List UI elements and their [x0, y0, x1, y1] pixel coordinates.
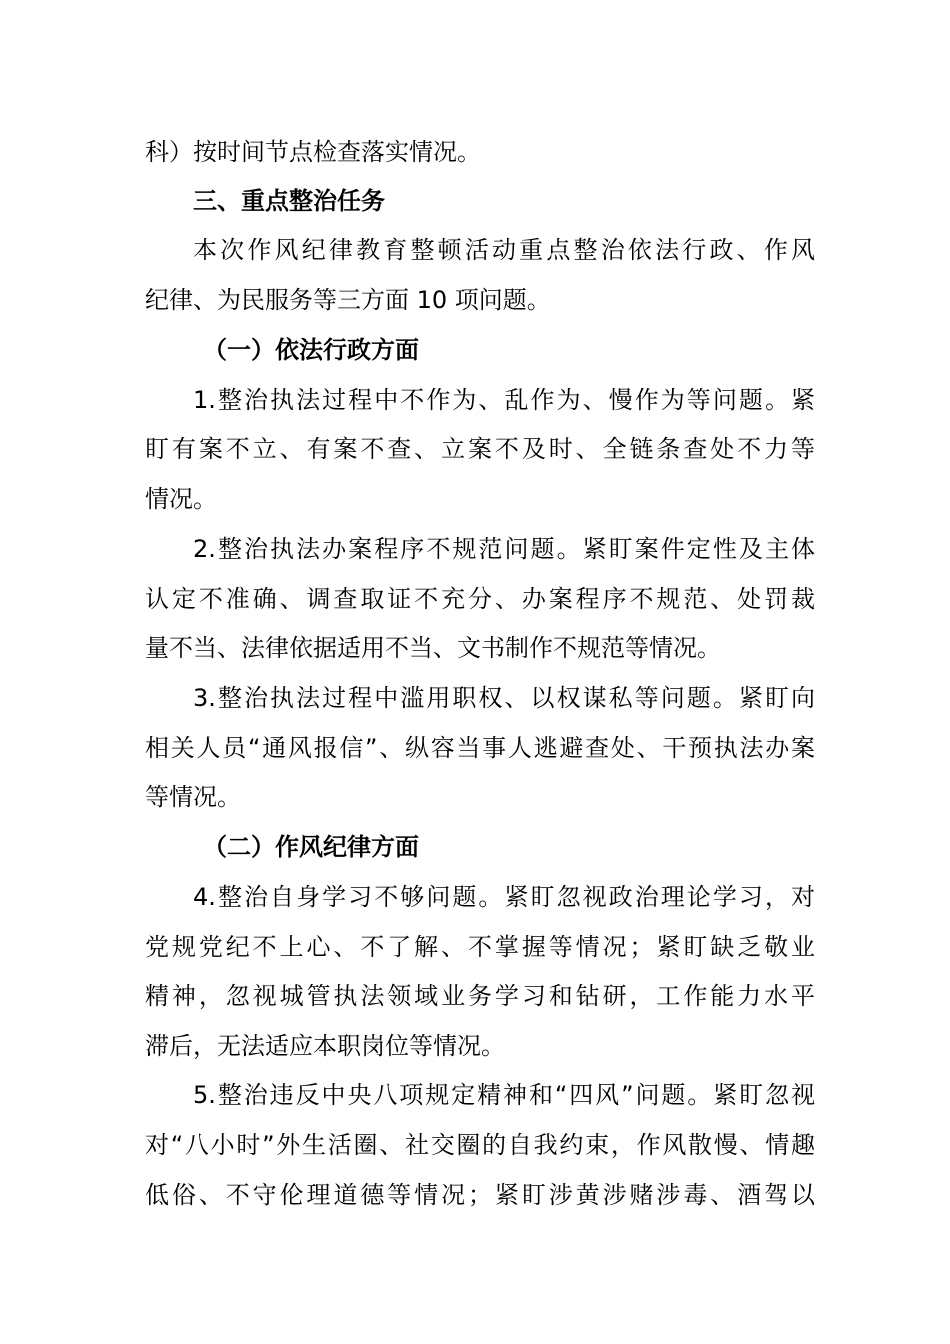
text-line-9: 2.整治执法办案程序不规范问题。紧盯案件定性及主体: [193, 535, 815, 563]
text-line-16: 4.整治自身学习不够问题。紧盯忽视政治理论学习，对: [193, 883, 815, 911]
subsection-heading-1: （一）依法行政方面: [203, 336, 419, 364]
text-line-20: 5.整治违反中央八项规定精神和“四风”问题。紧盯忽视: [193, 1081, 815, 1109]
text-line-13: 相关人员“通风报信”、纵容当事人逃避查处、干预执法办案: [145, 734, 815, 762]
text-line-4: 纪律、为民服务等三方面 10 项问题。: [145, 286, 551, 314]
text-line-12: 3.整治执法过程中滥用职权、以权谋私等问题。紧盯向: [193, 684, 815, 712]
text-line-18: 精神，忽视城管执法领域业务学习和钻研，工作能力水平: [145, 982, 815, 1010]
text-line-21: 对“八小时”外生活圈、社交圈的自我约束，作风散慢、情趣: [145, 1131, 815, 1159]
text-line-6: 1.整治执法过程中不作为、乱作为、慢作为等问题。紧: [193, 386, 815, 414]
text-line-10: 认定不准确、调查取证不充分、办案程序不规范、处罚裁: [145, 585, 815, 613]
text-line-17: 党规党纪不上心、不了解、不掌握等情况；紧盯缺乏敬业: [145, 933, 815, 961]
subsection-heading-2: （二）作风纪律方面: [203, 833, 419, 861]
text-line-1: 科）按时间节点检查落实情况。: [145, 138, 481, 166]
text-line-7: 盯有案不立、有案不查、立案不及时、全链条查处不力等: [145, 435, 815, 463]
text-line-8: 情况。: [145, 485, 217, 513]
section-heading-3: 三、重点整治任务: [193, 187, 385, 215]
text-line-14: 等情况。: [145, 783, 241, 811]
text-line-19: 滞后，无法适应本职岗位等情况。: [145, 1032, 505, 1060]
text-line-22: 低俗、不守伦理道德等情况；紧盯涉黄涉赌涉毒、酒驾以: [145, 1181, 815, 1209]
text-line-11: 量不当、法律依据适用不当、文书制作不规范等情况。: [145, 634, 721, 662]
text-line-3: 本次作风纪律教育整顿活动重点整治依法行政、作风: [193, 236, 815, 264]
